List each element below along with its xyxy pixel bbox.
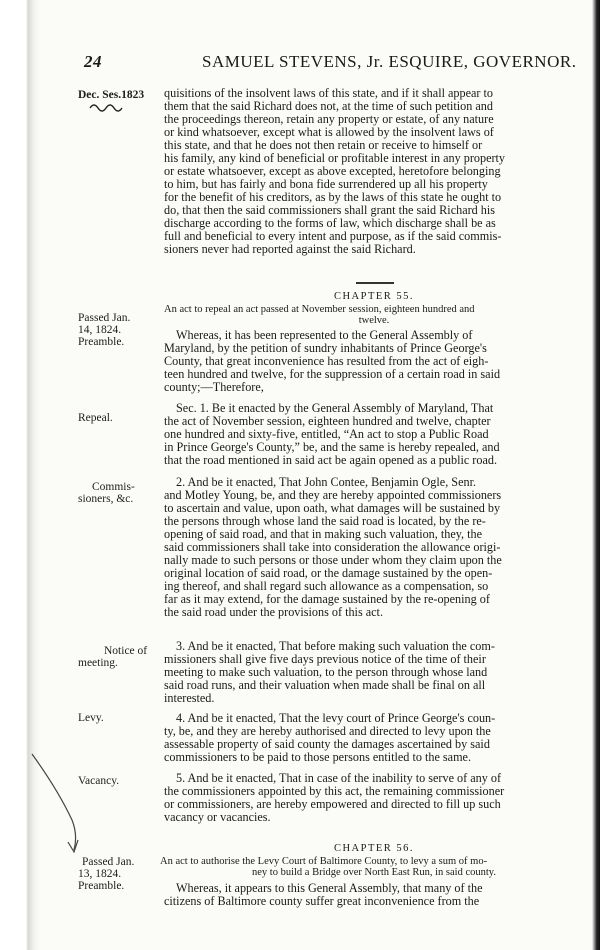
section-divider (356, 282, 394, 284)
running-title: SAMUEL STEVENS, Jr. ESQUIRE, GOVERNOR. (202, 52, 577, 71)
body-line: 4. And be it enacted, That the levy court of Prince George's coun- (176, 712, 496, 725)
margin-note-notice: Notice of (104, 645, 148, 657)
body-line: far as it may extend, for the damage sustained by the re-opening of (164, 593, 490, 606)
body-line: ty, be, and they are hereby authorised and directed to levy upon the (164, 725, 491, 738)
body-line: nally made to such persons or those under whom they claim upon the (164, 554, 502, 567)
body-line: quisitions of the insolvent laws of this state, and if it shall appear to (164, 87, 494, 100)
page-number: 24 (84, 52, 102, 71)
body-line: the commissioners appointed by this act, the remaining commissioner (164, 785, 505, 798)
body-line: interested. (164, 692, 215, 705)
body-line: this state, and that he does not then retain or receive to himself or (164, 139, 483, 152)
handwritten-mark (88, 102, 128, 114)
body-line: Whereas, it has been represented to the General Assembly of (176, 329, 473, 342)
body-line: missioners shall give five days previous notice of the time of their (164, 653, 486, 666)
body-line: for the benefit of his creditors, as by the laws of this state he ought to (164, 191, 502, 204)
body-line: and Motley Young, be, and they are hereby appointed commissioners (164, 489, 502, 502)
body-line: original location of said road, or the damage sustained by the open- (164, 567, 493, 580)
margin-note-levy: Levy. (78, 712, 104, 724)
margin-note-passed: Passed Jan. (78, 312, 131, 324)
running-header (84, 52, 584, 74)
margin-note-repeal: Repeal. (78, 412, 113, 424)
margin-note-preamble: Preamble. (78, 336, 125, 348)
body-line: County, that great inconvenience has resulted from the act of eigh- (164, 355, 489, 368)
body-line: sioners never had reported against the said Richard. (164, 243, 416, 256)
body-line: Maryland, by the petition of sundry inhabitants of Prince George's (164, 342, 487, 355)
margin-note-passed-date-2: 13, 1824. (78, 868, 122, 880)
act-title-line: ney to build a Bridge over North East Run, in said county. (252, 867, 496, 878)
chapter-heading: CHAPTER 55. (333, 291, 415, 302)
body-line: the said road under the provisions of this act. (164, 606, 383, 619)
body-line: citizens of Baltimore county suffer great inconvenience from the (164, 895, 480, 908)
body-line: his family, any kind of beneficial or profitable interest in any property (164, 152, 506, 165)
margin-note-session: Dec. Ses.1823 (78, 89, 145, 101)
body-line: meeting to make such valuation, to the person through whose land (164, 666, 488, 679)
body-line: Whereas, it appears to this General Assembly, that many of the (176, 882, 483, 895)
body-line: to him, but has fairly and bona fide surrendered up all his property (164, 178, 488, 191)
body-line: or commissioners, are hereby empowered and directed to fill up such (164, 798, 501, 811)
page-right-edge (592, 0, 600, 950)
body-line: full and beneficial to every intent and purpose, as if the said commis- (164, 230, 502, 243)
body-line: to ascertain and value, upon oath, what damages will be sustained by (164, 502, 501, 515)
body-line: the persons through whose land the said road is located, by the re- (164, 515, 486, 528)
body-line: 5. And be it enacted, That in case of the inability to serve of any of (176, 772, 502, 785)
body-line: one hundred and sixty-five, entitled, “An act to stop a Public Road (164, 428, 489, 441)
body-line: said road runs, and their valuation when made shall be final on all (164, 679, 486, 692)
margin-note-passed-2: Passed Jan. (82, 856, 135, 868)
body-line: the act of November session, eighteen hundred and twelve, chapter (164, 415, 491, 428)
body-line: vacancy or vacancies. (164, 811, 271, 824)
act-title-line: An act to authorise the Levy Court of Baltimore County, to levy a sum of mo- (160, 856, 488, 867)
body-line: ing thereof, and shall regard such allowance as a compensation, so (164, 580, 489, 593)
body-line: 2. And be it enacted, That John Contee, Benjamin Ogle, Senr. (176, 476, 477, 489)
body-line: assessable property of said county the damages ascertained by said (164, 738, 490, 751)
body-line: discharge according to the forms of law, which discharge shall be as (164, 217, 496, 230)
body-line: opening of said road, and that in making such valuation, they, the (164, 528, 483, 541)
body-line: commissioners to be paid to those persons entitled to the same. (164, 751, 472, 764)
body-line: 3. And be it enacted, That before making such valuation the com- (176, 640, 495, 653)
body-line: the proceedings thereon, retain any property or estate, of any nature (164, 113, 494, 126)
body-line: that the road mentioned in said act be again opened as a public road. (164, 454, 498, 467)
body-line: do, that then the said commissioners shall grant the said Richard his (164, 204, 496, 217)
body-line: Sec. 1. Be it enacted by the General Assembly of Maryland, That (176, 402, 494, 415)
chapter-heading: CHAPTER 56. (333, 843, 415, 854)
act-title-line: twelve. (358, 315, 390, 326)
act-title-line: An act to repeal an act passed at November session, eighteen hundred and (164, 304, 475, 315)
body-line: teen hundred and twelve, for the suppression of a certain road in said (164, 368, 501, 381)
margin-note-vacancy: Vacancy. (78, 775, 120, 787)
margin-note-passed-date: 14, 1824. (78, 324, 122, 336)
margin-note-preamble-2: Preamble. (78, 880, 125, 892)
body-line: or estate whatsoever, except as above excepted, heretofore belonging (164, 165, 501, 178)
margin-note-commissioners-cont: sioners, &c. (78, 493, 134, 505)
margin-pencil-line (28, 750, 88, 860)
body-line: county;—Therefore, (164, 381, 264, 394)
body-line: or kind whatsoever, except what is allowed by the insolvent laws of (164, 126, 494, 139)
margin-note-commissioners: Commis- (92, 481, 135, 493)
margin-note-meeting: meeting. (78, 657, 118, 669)
body-line: in Prince George's County,” be, and the same is hereby repealed, and (164, 441, 500, 454)
body-line: them that the said Richard does not, at the time of such petition and (164, 100, 493, 113)
body-line: said commissioners shall take into consideration the allowance origi- (164, 541, 501, 554)
